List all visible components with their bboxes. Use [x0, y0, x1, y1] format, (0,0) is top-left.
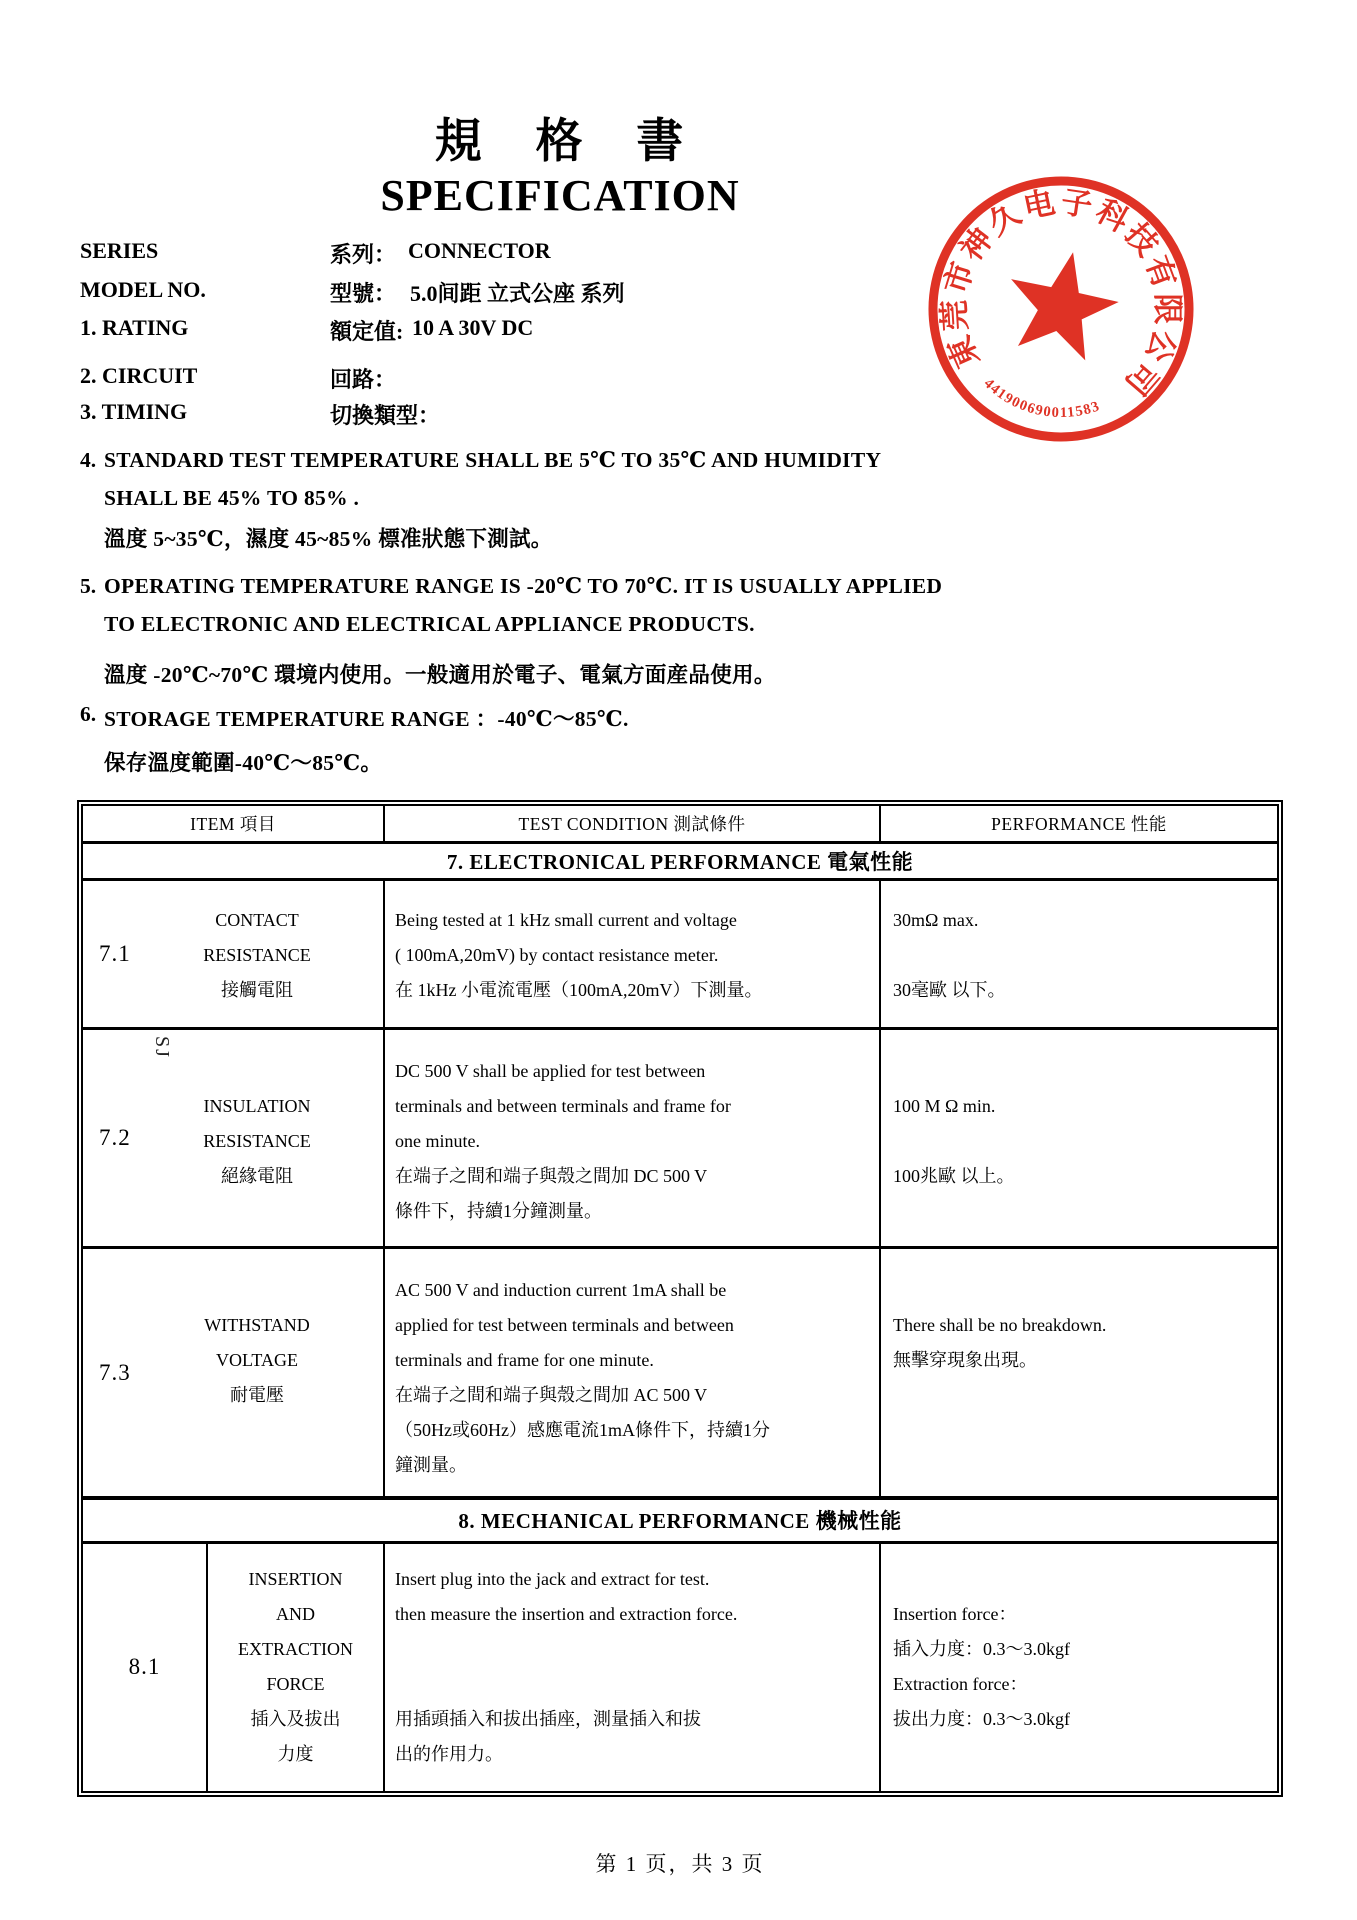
row-7-2-performance: 100兆歐 以上。: [893, 1165, 1015, 1186]
row-8-1-performance: Extraction force：: [893, 1673, 1028, 1694]
row-7-1-condition: Being tested at 1 kHz small current and voltage: [395, 909, 737, 930]
row-8-1-number: 8.1: [128, 1654, 161, 1680]
note4-number: 4.: [80, 448, 97, 472]
row-7-2-label: [145, 1054, 369, 1089]
row-8-1-condition: [395, 1667, 879, 1702]
row-8-1-condition: 出的作用力。: [395, 1743, 503, 1764]
row-7-1-label: RESISTANCE: [203, 944, 311, 965]
note6-number: 6.: [80, 702, 97, 726]
row-8-1-label: 力度: [277, 1743, 314, 1764]
sj-watermark: SJ: [150, 1036, 173, 1059]
row-7-3-condition: AC 500 V and induction current 1mA shall be: [395, 1280, 727, 1301]
row-7-2-number: 7.2: [99, 1125, 131, 1150]
document-title-english: SPECIFICATION: [380, 171, 740, 220]
row-7-1-performance: 30mΩ max.: [893, 909, 979, 930]
row-8-1-label: 插入及拔出: [250, 1708, 341, 1729]
row-7-2-condition: 條件下，持續1分鐘測量。: [395, 1200, 602, 1221]
table-row-7-2: [83, 1030, 1277, 1250]
row-7-1-condition: ( 100mA,20mV) by contact resistance meter.: [395, 944, 719, 965]
row-7-3-label: VOLTAGE: [216, 1350, 298, 1371]
field-model-value: 5.0间距 立式公座 系列: [410, 281, 625, 306]
seal-graphic: [918, 166, 1204, 452]
row-7-2-condition: one minute.: [395, 1130, 480, 1151]
note5-line3: 溫度 -20℃~70℃ 環境内使用。一般適用於電子、電氣方面産品使用。: [104, 663, 776, 687]
row-7-3-condition: terminals and frame for one minute.: [395, 1350, 654, 1371]
row-7-2-label: INSULATION: [203, 1095, 311, 1116]
field-series-label: SERIES: [80, 238, 159, 263]
row-8-1-label: FORCE: [266, 1673, 325, 1694]
company-seal-stamp: [918, 166, 1204, 452]
note5-line1: OPERATING TEMPERATURE RANGE IS -20℃ TO 70℃. IT IS USUALLY APPLIED: [104, 574, 943, 598]
note4-line1: STANDARD TEST TEMPERATURE SHALL BE 5℃ TO 35℃ AND HUMIDITY: [104, 448, 882, 472]
row-7-2-performance: 100 M Ω min.: [893, 1095, 996, 1116]
note6-line2: 保存溫度範圍-40℃～85℃。: [104, 751, 383, 775]
row-7-1-label: CONTACT: [215, 909, 299, 930]
field-timing-label-cn: 切換類型：: [330, 403, 441, 428]
header-test-condition: TEST CONDITION 測試條件: [385, 806, 881, 841]
section-7-banner: 7. ELECTRONICAL PERFORMANCE 電氣性能: [83, 844, 1277, 881]
field-series-value: CONNECTOR: [408, 238, 551, 263]
row-7-3-performance: [893, 1273, 1277, 1308]
row-7-3-condition: 在端子之間和端子與殼之間加 AC 500 V: [395, 1385, 708, 1406]
page-number-footer: 第 1 页，共 3 页: [595, 1852, 765, 1876]
row-8-1-performance: Insertion force：: [893, 1603, 1017, 1624]
note6-line1: STORAGE TEMPERATURE RANGE ：-40℃～85℃.: [104, 707, 629, 731]
row-7-3-label: 耐電壓: [230, 1385, 284, 1406]
seal-serial-number: 441900690011583: [980, 375, 1102, 422]
field-rating-label-cn: 額定值:: [330, 319, 404, 344]
header-performance: PERFORMANCE 性能: [991, 813, 1167, 834]
row-7-2-performance: [893, 1124, 1277, 1159]
row-8-1-condition: [395, 1632, 879, 1667]
row-7-2-label: 絕緣電阻: [221, 1165, 293, 1186]
note4-line2: SHALL BE 45% TO 85% .: [104, 486, 360, 510]
row-8-1-label: EXTRACTION: [238, 1638, 353, 1659]
row-8-1-performance: 拔出力度：0.3～3.0kgf: [893, 1708, 1070, 1729]
seal-company-name: 東莞市神久电子科技有限公司: [936, 184, 1186, 402]
row-7-3-condition: （50Hz或60Hz）感應電流1mA條件下，持續1分: [395, 1420, 770, 1441]
field-timing-label: 3. TIMING: [80, 399, 188, 424]
note5-number: 5.: [80, 574, 97, 598]
row-8-1-condition: 用插頭插入和拔出插座，測量插入和拔: [395, 1708, 701, 1729]
spec-table: [77, 800, 1283, 1797]
field-circuit-label-cn: 回路：: [330, 367, 397, 392]
header-item: ITEM 項目: [83, 806, 385, 841]
note4-line3: 溫度 5~35℃，濕度 45~85% 標准狀態下測試。: [104, 527, 553, 551]
row-8-1-label: AND: [276, 1603, 315, 1624]
row-7-3-condition: applied for test between terminals and between: [395, 1315, 734, 1336]
row-7-1-condition: 在 1kHz 小電流電壓（100mA,20mV）下測量。: [395, 979, 763, 1000]
row-7-2-condition: DC 500 V shall be applied for test between: [395, 1060, 706, 1081]
field-circuit-label: 2. CIRCUIT: [80, 363, 198, 388]
row-8-1-condition: Insert plug into the jack and extract for test.: [395, 1568, 710, 1589]
row-7-2-condition: 在端子之間和端子與殼之間加 DC 500 V: [395, 1165, 708, 1186]
seal-star-icon: [998, 241, 1127, 365]
row-7-3-label: [145, 1273, 369, 1308]
row-7-2-performance: [893, 1054, 1277, 1089]
field-rating-value: 10 A 30V DC: [412, 315, 534, 340]
row-8-1-performance: 插入力度：0.3～3.0kgf: [893, 1638, 1070, 1659]
row-7-2-condition: terminals and between terminals and frame for: [395, 1095, 731, 1116]
field-series-label-cn: 系列：: [330, 242, 397, 267]
table-row-7-1: [83, 881, 1277, 1030]
section-8-banner: 8. MECHANICAL PERFORMANCE 機械性能: [83, 1500, 1277, 1544]
row-8-1-performance: [893, 1562, 1277, 1597]
field-model-label-cn: 型號：: [330, 281, 397, 306]
row-7-3-condition: 鐘測量。: [395, 1455, 467, 1476]
field-rating-label: 1. RATING: [80, 315, 189, 340]
row-7-3-performance: There shall be no breakdown.: [893, 1315, 1107, 1336]
row-7-2-label: RESISTANCE: [203, 1130, 311, 1151]
row-7-1-performance: 30毫歐 以下。: [893, 979, 1006, 1000]
row-7-3-number: 7.3: [99, 1359, 131, 1385]
row-7-2-performance: [893, 1194, 1277, 1229]
table-row-7-3: [83, 1249, 1277, 1499]
row-8-1-condition: then measure the insertion and extraction force.: [395, 1603, 738, 1624]
note5-line2: TO ELECTRONIC AND ELECTRICAL APPLIANCE PRODUCTS.: [104, 612, 755, 636]
row-7-1-number: 7.1: [99, 940, 131, 966]
row-8-1-label: INSERTION: [248, 1568, 343, 1589]
field-model-label: MODEL NO.: [80, 277, 206, 302]
row-7-3-label: WITHSTAND: [204, 1315, 310, 1336]
row-7-3-performance: 無擊穿現象出現。: [893, 1350, 1037, 1371]
row-7-2-label: [145, 1194, 369, 1229]
table-header-row: [83, 806, 1277, 844]
table-row-8-1: [83, 1544, 1277, 1791]
row-7-1-label: 接觸電阻: [221, 979, 293, 1000]
row-7-1-performance: [893, 938, 1277, 973]
document-title-chinese: 規 格 書: [434, 116, 686, 168]
